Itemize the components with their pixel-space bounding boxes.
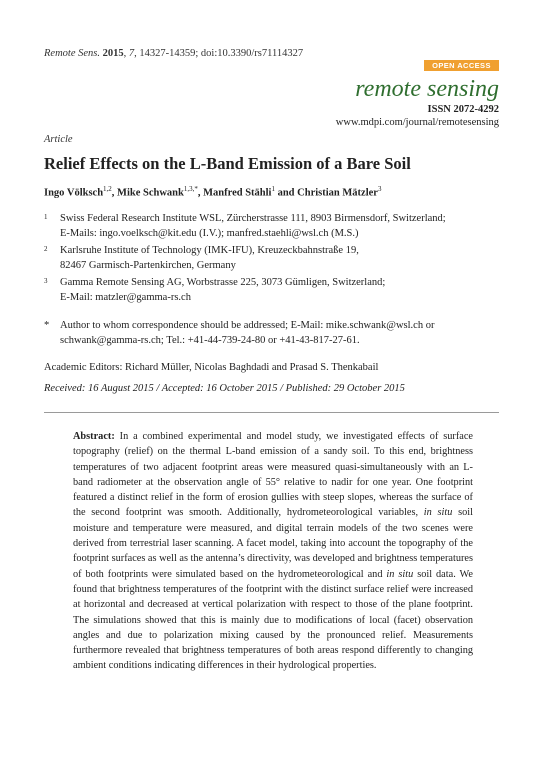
- citation-pages-doi: , 14327-14359; doi:10.3390/rs71114327: [134, 48, 304, 59]
- correspondence-line[interactable]: schwank@gamma-rs.ch; Tel.: +41-44-739-24-80 or +41-43-817-27-61.: [60, 335, 360, 346]
- article-title: Relief Effects on the L-Band Emission of a Bare Soil: [44, 154, 411, 173]
- abstract-text: In a combined experimental and model study, we investigated effects of surface topography (relief) on the thermal L-band emission of a sandy soil. To this end, brightness temperatures of two adjacent footprint areas were measured quasi-simultaneously with an L-band radiometer at the observation angle of 55° relative to nadir for one year. One footprint featured a distinct relief in the form of erosion gullies with steep slopes, whereas the surface of the second footprint was smooth. Additionally, hydrometeorological variables,: [73, 431, 473, 519]
- author-name[interactable]: Christian Mätzler: [297, 187, 378, 199]
- author-list: Ingo Völksch$^{1,2}$, Mike Schwank$^{1,3,*}$, Manfred Stähli$^1$ and Christian Mätzler$^3$: [44, 185, 382, 199]
- affiliation-1: [44, 211, 504, 241]
- abstract-text: soil moisture and temperature were measured, and digital terrain models of the two scenes were derived from terrestrial laser scanning. A facet model, taking into account the topography of the footprint surfaces as well as the antenna’s directivity, was developed and brightness temperatures of both footprints were simulated based on the hydrometeorological and: [73, 507, 473, 580]
- affiliation-number: 2: [44, 245, 48, 253]
- author-affil-sup: 1: [271, 185, 275, 193]
- corresponding-star: *: [194, 185, 198, 193]
- affiliation-email-line[interactable]: E-Mails: ingo.voelksch@kit.edu (I.V.); manfred.staehli@wsl.ch (M.S.): [60, 228, 359, 239]
- affiliation-line: Gamma Remote Sensing AG, Worbstrasse 225, 3073 Gümligen, Switzerland;: [60, 277, 386, 288]
- affiliation-2: [44, 243, 504, 273]
- citation-line: Remote Sens. 2015, 7, 14327-14359; doi:10.3390/rs71114327: [44, 48, 304, 59]
- open-access-badge: OPEN ACCESS: [424, 60, 499, 71]
- journal-logo-name: remote sensing: [355, 76, 499, 102]
- author-affil-sup: 1,2: [103, 185, 112, 193]
- author-affil-sup: 1,3,*: [183, 185, 198, 193]
- abstract-text: soil data. We found that brightness temperatures of the footprint with the distinct surface relief were increased at horizontal and decreased at vertical polarization with respect to those of the plane footprint. The simulations showed that this is mainly due to modifications of local (facet) observation angles and due to polarization mixing caused by the pronounced relief. Measurements furthermore revealed that brightness temperatures of both areas respond differently to changing ambient conditions indicating differences in their hydrological properties.: [73, 568, 473, 672]
- correspondence-note: [44, 318, 514, 348]
- affiliation-3: [44, 275, 504, 305]
- author-name[interactable]: Manfred Stähli: [203, 187, 272, 199]
- abstract-label: Abstract:: [73, 431, 115, 442]
- abstract-block: [73, 429, 473, 674]
- journal-abbrev: Remote Sens.: [44, 48, 100, 59]
- abstract-italic: in situ: [386, 568, 414, 580]
- correspondence-star: *: [44, 320, 50, 331]
- academic-editors: Academic Editors: Richard Müller, Nicolas Baghdadi and Prasad S. Thenkabail: [44, 362, 379, 373]
- issn: ISSN 2072-4292: [427, 104, 499, 115]
- header-divider: [44, 412, 499, 413]
- article-type: Article: [44, 134, 73, 145]
- journal-url-link[interactable]: www.mdpi.com/journal/remotesensing: [335, 117, 499, 128]
- author-name[interactable]: Ingo Völksch: [44, 187, 104, 199]
- citation-year: 2015: [102, 48, 124, 59]
- affiliation-number: 3: [44, 277, 48, 285]
- affiliation-line: Karlsruhe Institute of Technology (IMK-IFU), Kreuzeckbahnstraße 19,: [60, 245, 359, 256]
- affiliation-number: 1: [44, 213, 48, 221]
- citation-volume: 7: [128, 48, 135, 59]
- affiliation-line: 82467 Garmisch-Partenkirchen, Germany: [60, 260, 236, 271]
- author-name[interactable]: Mike Schwank: [117, 187, 184, 199]
- author-affil-sup: 3: [377, 185, 382, 193]
- affiliation-email-line[interactable]: E-Mail: matzler@gamma-rs.ch: [60, 292, 191, 303]
- publication-dates: Received: 16 August 2015 / Accepted: 16 October 2015 / Published: 29 October 2015: [44, 383, 405, 394]
- correspondence-line[interactable]: Author to whom correspondence should be addressed; E-Mail: mike.schwank@wsl.ch or: [60, 320, 435, 331]
- abstract-italic: in situ: [423, 507, 453, 519]
- affiliation-line: Swiss Federal Research Institute WSL, Zürcherstrasse 111, 8903 Birmensdorf, Switzerland;: [60, 213, 446, 224]
